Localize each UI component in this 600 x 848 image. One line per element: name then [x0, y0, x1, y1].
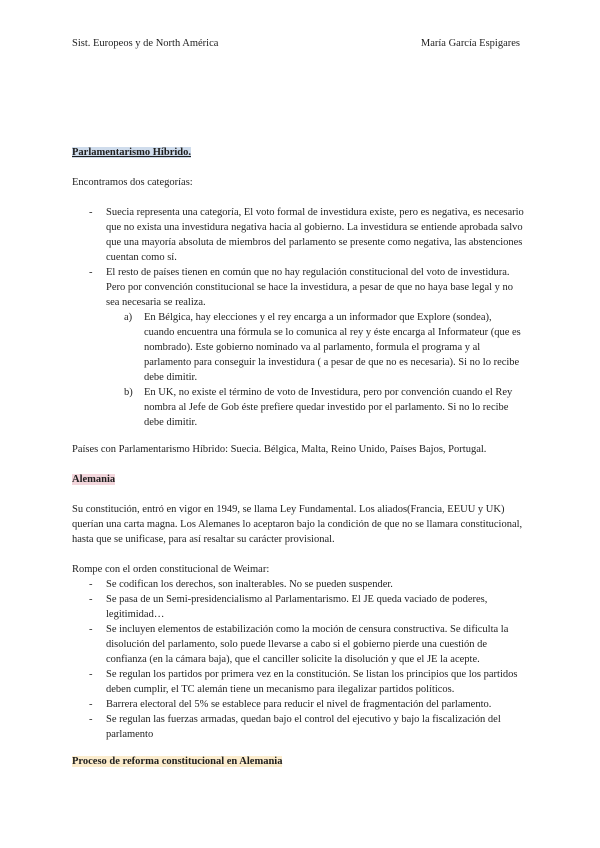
- section2-intro: Rompe con el orden constitucional de Weimar:: [72, 564, 270, 575]
- list-item: - Suecia representa una categoría, El voto formal de investidura existe, pero es negativa, es necesario que no exista una investidura negativa hacia al gobierno. La investidura se entiende aprobada salvo que una mayoría absoluta de miembros del parlamento se presente como negativa, las abstenciones cuentan como sí.: [72, 205, 524, 265]
- sub-item-label: b): [124, 387, 133, 398]
- list-item: - Se pasa de un Semi-presidencialismo al Parlamentarismo. El JE queda vaciado de poderes, legitimidad…: [72, 592, 524, 622]
- section2-paragraph: Su constitución, entró en vigor en 1949, se llama Ley Fundamental. Los aliados(Francia, EEUU y UK) querían una carta magna. Los Alemanes lo aceptaron bajo la condición de que no se llamara constitucional, hasta que se unificase, para así resaltar su carácter provisional.: [72, 504, 523, 545]
- section2-bullet-list: [72, 577, 524, 742]
- section-title-parlamentarismo: Parlamentarismo Híbrido.: [72, 147, 191, 158]
- sub-item-text: En UK, no existe el término de voto de Investidura, pero por convención cuando el Rey nombra al Jefe de Gob éste prefiere quedar investido por el parlamento. Si no lo recibe debe dimitir.: [144, 387, 513, 428]
- list-item: - Se regulan las fuerzas armadas, quedan bajo el control del ejecutivo y bajo la fiscalización del parlamento: [72, 712, 524, 742]
- sub-list-item: [72, 385, 524, 430]
- section-title-alemania: Alemania: [72, 474, 116, 485]
- list-item: - Se codifican los derechos, son inalterables. No se pueden suspender.: [72, 577, 524, 592]
- section-title-reforma: Proceso de reforma constitucional en Alemania: [72, 756, 283, 767]
- header-author: María García Espigares: [420, 38, 520, 49]
- sub-list-item: [72, 310, 524, 385]
- sub-item-label: a): [124, 312, 133, 323]
- section1-bullet-list: [72, 205, 524, 310]
- list-item: - Se incluyen elementos de estabilización como la moción de censura constructiva. Se dificulta la disolución del parlamento, solo puede llevarse a cabo si el gobierno pierde una cuestión de confianza (en la cámara baja), que el canciller solicite la disolución y que el JE la acepte.: [72, 622, 524, 667]
- list-item: - El resto de países tienen en común que no hay regulación constitucional del voto de investidura. Pero por convención constitucional se hace la investidura, a pesar de que no haya base legal y no sea necesaria se realiza.: [72, 265, 524, 310]
- list-item: - Se regulan los partidos por primera vez en la constitución. Se listan los principios que los partidos deben cumplir, el TC alemán tiene un mecanismo para ilegalizar partidos políticos.: [72, 667, 524, 697]
- section1-countries: Países con Parlamentarismo Híbrido: Suecia. Bélgica, Malta, Reino Unido, Países Bajos, Portugal.: [72, 444, 487, 455]
- document-body: [72, 145, 524, 769]
- list-item: - Barrera electoral del 5% se establece para reducir el nivel de fragmentación del parlamento.: [72, 697, 524, 712]
- sub-item-text: En Bélgica, hay elecciones y el rey encarga a un informador que Explore (sondea), cuando encuentra una fórmula se lo comunica al rey y éste encarga al Informateur (que es nombrado). Este gobierno nominado va al parlamento, formula el programa y al parlamento para conseguir la investidura ( a pesar de que no es necesaria). Si no lo recibe debe dimitir.: [144, 312, 521, 383]
- section1-sub-list: [72, 310, 524, 430]
- section1-intro: Encontramos dos categorías:: [72, 177, 193, 188]
- header-course: Sist. Europeos y de North América: [72, 38, 219, 49]
